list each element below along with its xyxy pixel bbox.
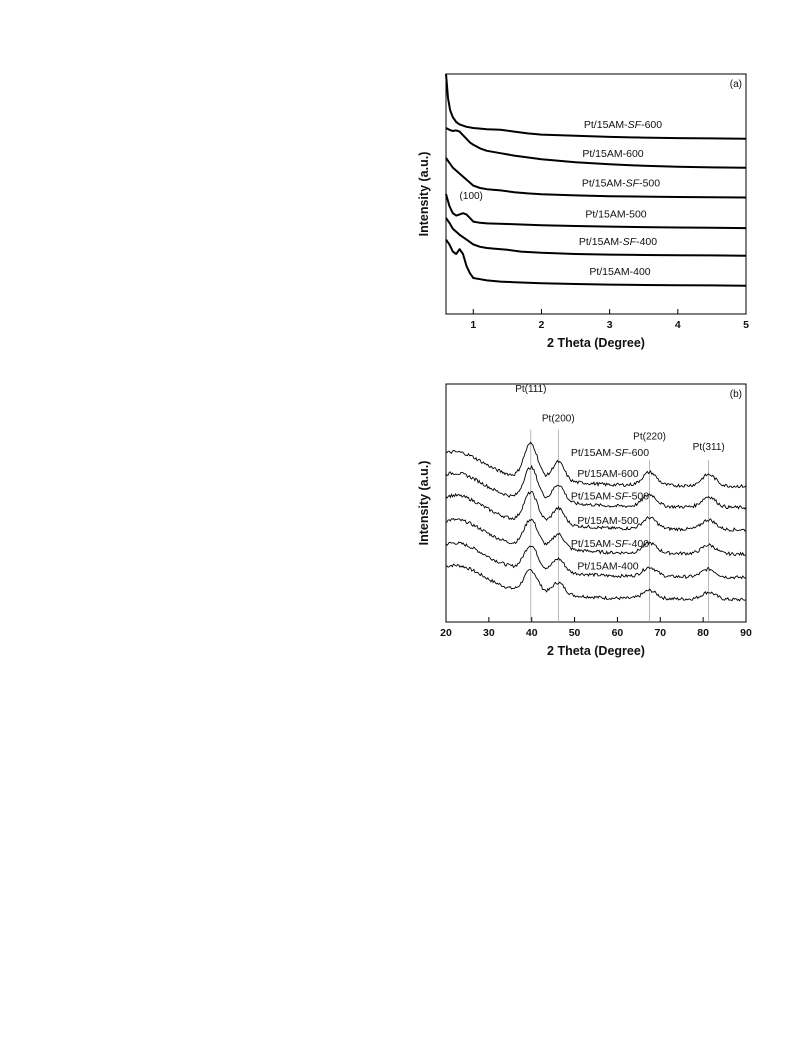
panel-a-series-label-pt-15am-sf-500: Pt/15AM-SF-500 — [581, 177, 661, 190]
panel-b-x-tick-label: 90 — [740, 627, 752, 639]
panel-b-series-label-pt-15am-500: Pt/15AM-500 — [577, 514, 639, 527]
panel-b-x-tick-label: 30 — [483, 627, 495, 639]
panel-a-panel-label: (a) — [729, 79, 742, 90]
panel-b-x-tick-label: 70 — [654, 627, 667, 639]
panel-a-series-label-pt-15am-500: Pt/15AM-500 — [585, 208, 647, 221]
panel-b-series-label-pt-15am-sf-600: Pt/15AM-SF-600 — [570, 446, 650, 459]
panel-a-y-axis-title: Intensity (a.u.) — [417, 151, 431, 237]
panel-b-peak-label-pt-311: Pt(311) — [692, 441, 725, 453]
panel-a-series-label-pt-15am-600: Pt/15AM-600 — [582, 147, 644, 160]
panel-a-x-tick-label: 3 — [606, 319, 613, 331]
panel-a-x-tick-label: 5 — [743, 319, 749, 331]
panel-a-series-label-pt-15am-sf-600: Pt/15AM-SF-600 — [583, 119, 663, 131]
panel-a-x-tick-label: 2 — [538, 319, 545, 331]
panel-a-annotation-100: (100) — [459, 190, 483, 202]
panel-b-x-tick-label: 80 — [697, 627, 709, 639]
panel-b-y-axis-title: Intensity (a.u.) — [417, 460, 431, 546]
panel-b-x-tick-label: 20 — [440, 627, 452, 639]
panel-a-series-label-pt-15am-sf-400: Pt/15AM-SF-400 — [578, 235, 658, 248]
panel-b-series-label-pt-15am-400: Pt/15AM-400 — [577, 560, 639, 573]
panel-b-peak-label-pt-111: Pt(111) — [515, 384, 547, 396]
panel-a-x-tick-label: 1 — [470, 319, 477, 331]
panel-b-peak-label-pt-220: Pt(220) — [633, 431, 666, 443]
panel-b-x-tick-label: 40 — [525, 627, 538, 639]
panel-a-saxs-chart — [417, 74, 749, 350]
panel-a-series-label-pt-15am-400: Pt/15AM-400 — [589, 265, 651, 278]
panel-b-series-label-pt-15am-sf-400: Pt/15AM-SF-400 — [570, 538, 650, 551]
panel-b-series-label-pt-15am-600: Pt/15AM-600 — [577, 468, 639, 481]
panel-b-x-tick-label: 50 — [568, 627, 581, 639]
panel-b-series-label-pt-15am-sf-500: Pt/15AM-SF-500 — [570, 490, 650, 503]
panel-b-x-tick-label: 60 — [611, 627, 624, 639]
panel-b-peak-label-pt-200: Pt(200) — [541, 413, 575, 425]
panel-a-x-tick-label: 4 — [674, 319, 681, 331]
panel-b-x-axis-title: 2 Theta (Degree) — [547, 644, 645, 658]
panel-a-x-axis-title: 2 Theta (Degree) — [547, 336, 645, 350]
panel-b-wide-angle-chart — [417, 384, 752, 658]
panel-a-plot-frame — [446, 74, 746, 314]
panel-b-plot-frame — [446, 384, 746, 622]
panel-b-panel-label: (b) — [729, 389, 742, 400]
